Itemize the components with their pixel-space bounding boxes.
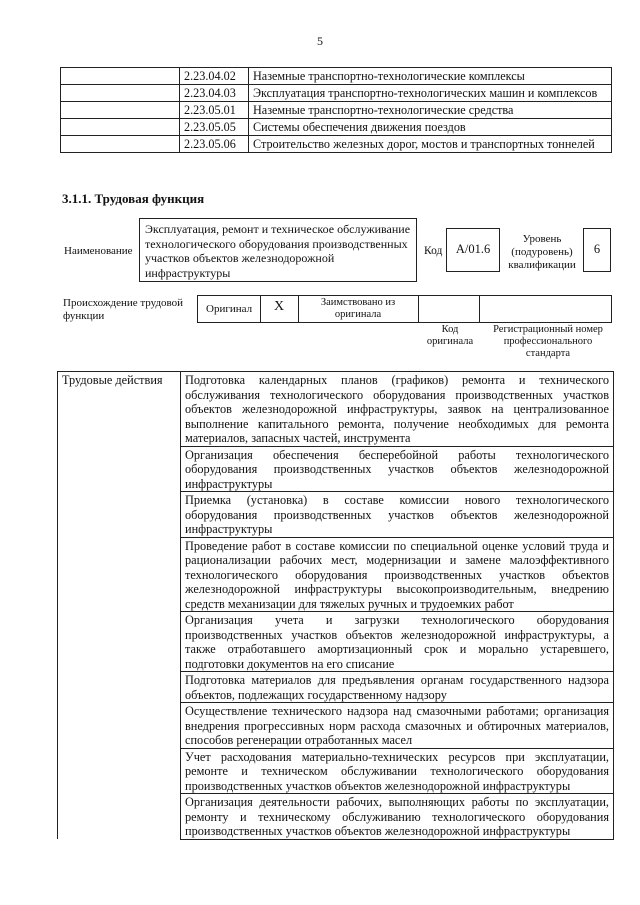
code-cell: 2.23.04.02 [180, 68, 249, 85]
codes-blank-cell [61, 102, 180, 119]
function-code-value: А/01.6 [455, 242, 491, 256]
labor-action-text: Организация обеспечения бесперебойной работы технологического оборудования производственных участков объектов железнодорожной инфраструктуры [181, 446, 614, 492]
code-cell: 2.23.05.01 [180, 102, 249, 119]
level-label: Уровень (подуровень) квалификации [508, 233, 576, 271]
level-value: 6 [593, 242, 601, 256]
function-code-box [446, 228, 500, 272]
codes-row [61, 119, 612, 136]
reg-number-caption: Регистрационный номер профессионального стандарта [493, 324, 603, 359]
code-name-cell: Строительство железных дорог, мостов и транспортных тоннелей [249, 136, 612, 153]
codes-row [61, 85, 612, 102]
labor-action-text: Учет расходования материально-технических ресурсов при эксплуатации, ремонте и техническом обслуживании технологического оборудования производственных участков объектов железнодорожной инфраструктуры [181, 748, 614, 794]
labor-actions-table [57, 371, 614, 840]
level-box [583, 228, 611, 272]
code-cell: 2.23.05.05 [180, 119, 249, 136]
original-label: Оригинал [206, 303, 253, 315]
codes-blank-cell [61, 136, 180, 153]
education-codes-table [60, 67, 612, 153]
page-number: 5 [317, 34, 323, 48]
original-mark: X [273, 299, 285, 314]
code-label: Код [424, 245, 443, 257]
code-name-cell: Наземные транспортно-технологические средства [249, 102, 612, 119]
labor-action-text: Осуществление технического надзора над смазочными работами; организация внедрения прогрессивных норм расхода смазочных и обтирочных материалов, способов регенерации отработанных масел [181, 703, 614, 749]
code-original-caption: Код оригинала [426, 324, 474, 347]
labor-action-text: Организация деятельности рабочих, выполняющих работы по эксплуатации, ремонту и техническому обслуживанию технологического оборудования производственных участков объектов железнодорожной инфраструктуры [181, 794, 614, 840]
function-name-box [139, 218, 417, 282]
code-name-cell: Наземные транспортно-технологические комплексы [249, 68, 612, 85]
labor-action-text: Подготовка материалов для предъявления органам государственного надзора объектов, подлежащих государственному надзору [181, 672, 614, 703]
codes-row [61, 102, 612, 119]
codes-blank-cell [61, 68, 180, 85]
codes-row [61, 136, 612, 153]
labor-action-row [58, 372, 614, 447]
origin-label: Происхождение трудовой функции [63, 297, 184, 322]
labor-action-text: Организация учета и загрузки технологического оборудования производственных участков объектов железнодорожной инфраструктуры, а также отработавшего амортизационный срок и морально устаревшего, подготовки документов на его списание [181, 612, 614, 672]
code-name-cell: Системы обеспечения движения поездов [249, 119, 612, 136]
code-cell: 2.23.05.06 [180, 136, 249, 153]
borrowed-label: Заимствовано из оригинала [320, 297, 396, 320]
codes-blank-cell [61, 119, 180, 136]
section-title: 3.1.1. Трудовая функция [62, 191, 205, 206]
labor-action-text: Проведение работ в составе комиссии по специальной оценке условий труда и рационализации рабочих мест, модернизации и замене малоэффективного технологического оборудования производственных участков объектов железнодорожной инфраструктуры высокопроизводительным, внедрению средств механизации для тяжелых ручных и трудоемких работ [181, 537, 614, 612]
labor-action-text: Подготовка календарных планов (графиков) ремонта и технического обслуживания технологического оборудования производственных участков объектов железнодорожной инфраструктуры, заявок на централизованное выполнение капитального ремонта, получение необходимых для ремонта материалов, запасных частей, инструмента [181, 372, 614, 447]
codes-blank-cell [61, 85, 180, 102]
name-label: Наименование [64, 245, 133, 257]
code-name-cell: Эксплуатация транспортно-технологических машин и комплексов [249, 85, 612, 102]
labor-actions-heading: Трудовые действия [58, 372, 181, 840]
code-cell: 2.23.04.03 [180, 85, 249, 102]
codes-row [61, 68, 612, 85]
function-name-value: Эксплуатация, ремонт и техническое обслуживание технологического оборудования производственных участков объектов железнодорожной инфраструктуры [145, 222, 411, 280]
labor-action-text: Приемка (установка) в составе комиссии нового технологического оборудования производственных участков объектов железнодорожной инфраструктуры [181, 492, 614, 538]
